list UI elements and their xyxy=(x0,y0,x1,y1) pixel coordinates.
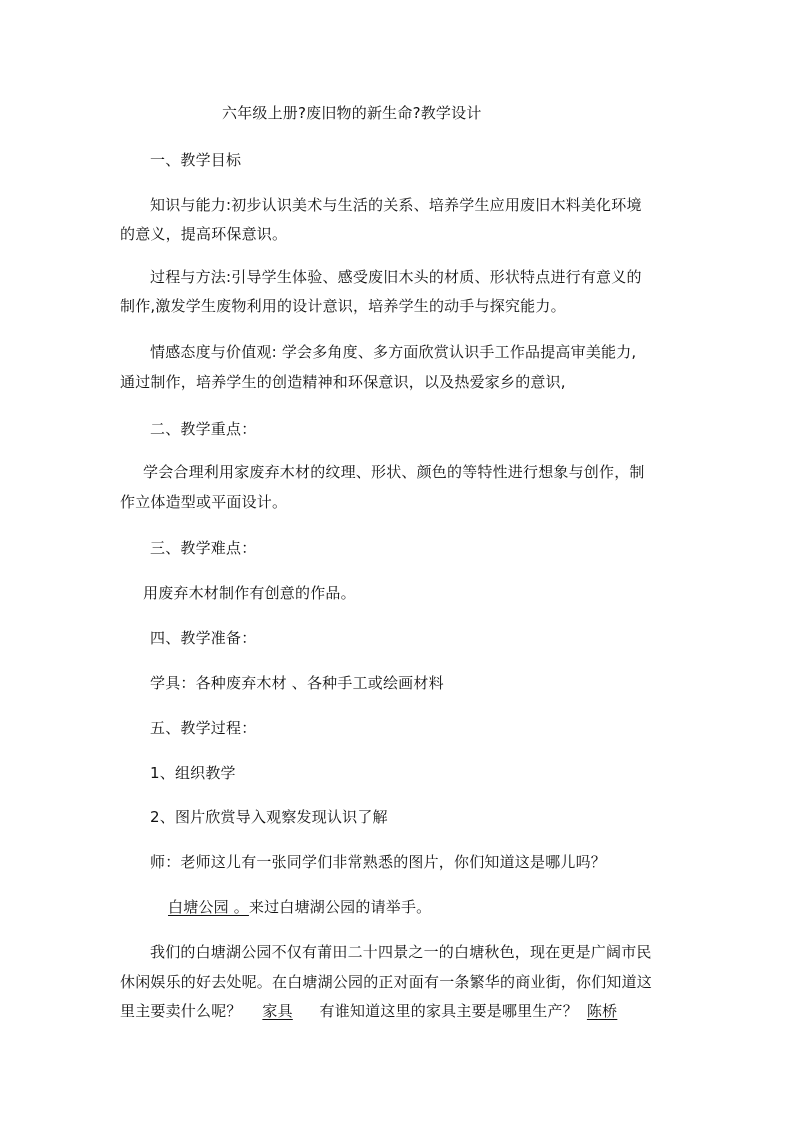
section-heading-difficulty: 三、教学难点： xyxy=(150,539,257,557)
paragraph-line1: 我们的白塘湖公园不仅有莆田二十四景之一的白塘秋色，现在更是广阔市民 xyxy=(150,943,652,961)
key-point-line2: 作立体造型或平面设计。 xyxy=(120,493,288,511)
goal-attitude-line2: 通过制作，培养学生的创造精神和环保意识，以及热爱家乡的意识, xyxy=(120,373,566,391)
paragraph-line2: 休闲娱乐的好去处呢。在白塘湖公园的正对面有一条繁华的商业街，你们知道这 xyxy=(120,973,653,991)
goal-attitude-line1: 情感态度与价值观: 学会多角度、多方面欣赏认识手工作品提高审美能力, xyxy=(150,343,637,361)
paragraph-line3 xyxy=(120,1001,643,1021)
paragraph-line3-a: 里主要卖什么呢？ xyxy=(120,1002,242,1020)
section-heading-key-points: 二、教学重点： xyxy=(150,420,257,438)
paragraph-line3-b: 有谁知道这里的家具主要是哪里生产？ xyxy=(319,1002,578,1020)
step-2: 2、图片欣赏导入观察发现认识了解 xyxy=(150,808,388,826)
answer-park-blank: 白塘公园 。 xyxy=(168,898,249,916)
furniture-blank: 家具 xyxy=(262,1002,293,1020)
difficulty-text: 用废弃木材制作有创意的作品。 xyxy=(143,584,356,602)
materials-text: 学具：各种废弃木材 、各种手工或绘画材料 xyxy=(150,674,444,692)
step-1: 1、组织教学 xyxy=(150,764,236,782)
answer-line xyxy=(168,897,431,917)
key-point-line1: 学会合理利用家废弃木材的纹理、形状、颜色的等特性进行想象与创作，制 xyxy=(143,463,645,481)
section-heading-preparation: 四、教学准备： xyxy=(150,629,257,647)
teacher-question: 师：老师这儿有一张同学们非常熟悉的图片，你们知道这是哪儿吗？ xyxy=(150,853,607,871)
goal-process-line2: 制作,激发学生废物利用的设计意识，培养学生的动手与探究能力。 xyxy=(120,297,566,315)
document-title: 六年级上册?废旧物的新生命?教学设计 xyxy=(222,104,482,122)
section-heading-process: 五、教学过程： xyxy=(150,719,257,737)
goal-process-line1: 过程与方法:引导学生体验、感受废旧木头的材质、形状特点进行有意义的 xyxy=(150,268,642,286)
answer-park-rest: 来过白塘湖公园的请举手。 xyxy=(248,898,432,916)
origin-blank: 陈桥 xyxy=(586,1002,618,1020)
goal-knowledge-line2: 的意义，提高环保意识。 xyxy=(120,225,288,243)
goal-knowledge-line1: 知识与能力:初步认识美术与生活的关系、培养学生应用废旧木料美化环境 xyxy=(150,196,642,214)
section-heading-objectives: 一、教学目标 xyxy=(150,151,242,169)
